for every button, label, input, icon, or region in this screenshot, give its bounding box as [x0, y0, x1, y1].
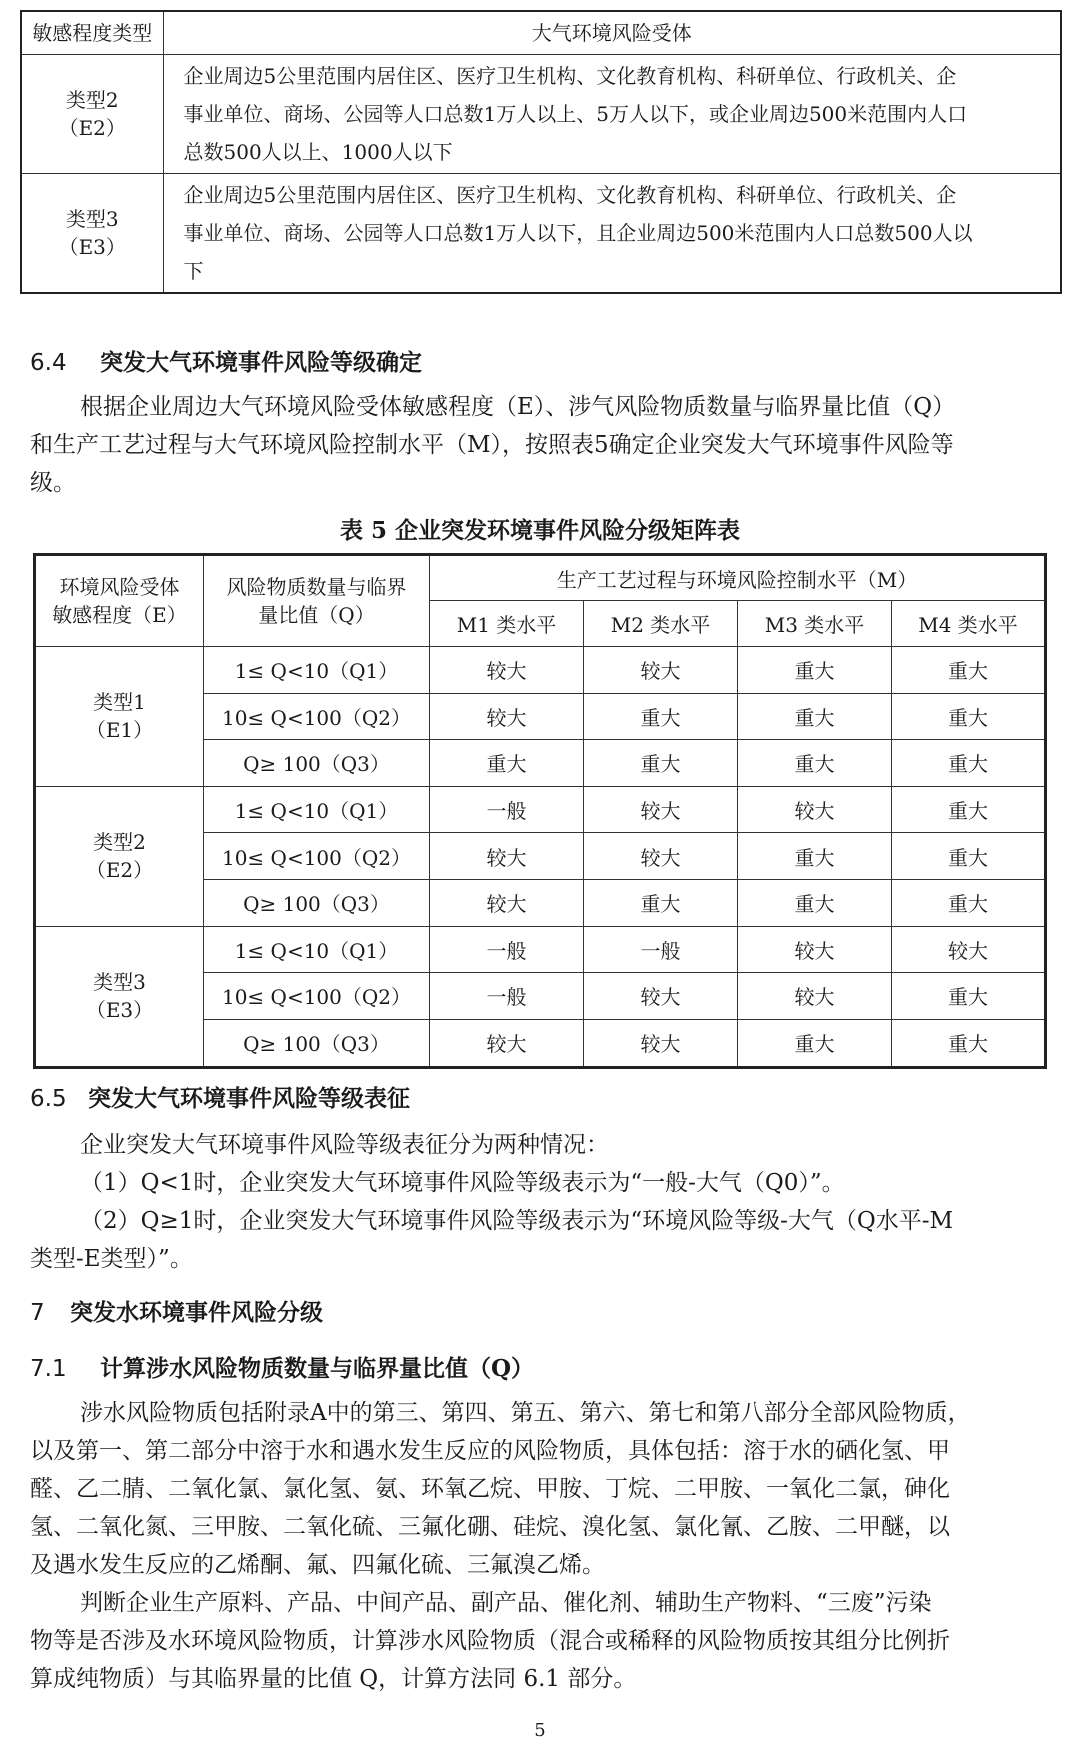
description-line: 事业单位、商场、公园等人口总数1万人以上、5万人以下，或企业周边500米范围内人口 [183, 102, 968, 126]
type-code: （E2） [58, 116, 126, 140]
risk-cell: 重大 [892, 1019, 1046, 1067]
q-cell: 1≤ Q<10（Q1） [204, 786, 430, 833]
risk-cell: 重大 [738, 833, 892, 880]
body-line: 算成纯物质）与其临界量的比值 Q，计算方法同 6.1 部分。 [30, 1666, 637, 1692]
risk-cell: 一般 [430, 786, 584, 833]
risk-cell: 重大 [892, 647, 1046, 694]
section-number: 7 [30, 1300, 45, 1326]
q-cell: 10≤ Q<100（Q2） [204, 693, 430, 740]
type-cell [21, 55, 163, 174]
header-sensitivity-type: 敏感程度类型 [21, 11, 163, 55]
risk-cell: 较大 [584, 1019, 738, 1067]
risk-cell: 较大 [584, 973, 738, 1020]
table-row [35, 786, 1046, 833]
risk-cell: 重大 [738, 740, 892, 787]
risk-cell: 重大 [738, 647, 892, 694]
risk-matrix-table [33, 553, 1047, 1069]
header-line: 风险物质数量与临界 [226, 575, 407, 599]
table-row [21, 174, 1061, 294]
risk-cell: 一般 [430, 973, 584, 1020]
page-number: 5 [534, 1720, 546, 1741]
risk-cell: 较大 [738, 973, 892, 1020]
body-line: 和生产工艺过程与大气环境风险控制水平（M），按照表5确定企业突发大气环境事件风险等 [30, 432, 954, 458]
risk-cell: 重大 [430, 740, 584, 787]
body-line: 根据企业周边大气环境风险受体敏感程度（E）、涉气风险物质数量与临界量比值（Q） [80, 394, 956, 420]
header-line: 敏感程度（E） [52, 603, 187, 627]
body-line: 及遇水发生反应的乙烯酮、氟、四氟化硫、三氟溴乙烯。 [30, 1552, 605, 1578]
body-line: （2）Q≥1时，企业突发大气环境事件风险等级表示为“环境风险等级-大气（Q水平-M [80, 1208, 954, 1234]
risk-cell: 较大 [738, 926, 892, 973]
section-number: 6.5 [30, 1086, 67, 1112]
section-6-4-heading [30, 344, 422, 377]
section-6-4-body [30, 388, 1052, 502]
header-air-receptor: 大气环境风险受体 [163, 11, 1061, 55]
q-cell: Q≥ 100（Q3） [204, 1019, 430, 1067]
type-code: （E1） [85, 718, 154, 743]
description-line: 事业单位、商场、公园等人口总数1万人以下，且企业周边500米范围内人口总数500人以 [183, 221, 973, 245]
body-line: 企业突发大气环境事件风险等级表征分为两种情况： [80, 1132, 609, 1158]
table-row [35, 647, 1046, 694]
section-6-5-heading [30, 1080, 410, 1113]
risk-cell: 较大 [430, 879, 584, 926]
risk-cell: 重大 [892, 693, 1046, 740]
q-cell: 1≤ Q<10（Q1） [204, 926, 430, 973]
q-cell: Q≥ 100（Q3） [204, 740, 430, 787]
header-q-ratio [204, 555, 430, 647]
table-row [35, 926, 1046, 973]
risk-cell: 较大 [584, 786, 738, 833]
type-code: （E3） [85, 998, 154, 1023]
section-number: 7.1 [30, 1356, 67, 1382]
description-line: 总数500人以上、1000人以下 [183, 140, 453, 164]
risk-cell: 较大 [430, 647, 584, 694]
body-line: 物等是否涉及水环境风险物质，计算涉水风险物质（混合或稀释的风险物质按其组分比例折 [30, 1628, 950, 1654]
section-title: 突发大气环境事件风险等级确定 [100, 349, 422, 376]
header-line: 量比值（Q） [258, 603, 375, 627]
type-name: 类型2 [93, 830, 146, 855]
section-7-heading [30, 1294, 323, 1327]
risk-cell: 重大 [738, 879, 892, 926]
q-cell: 10≤ Q<100（Q2） [204, 833, 430, 880]
section-6-5-body [30, 1126, 1052, 1278]
type-name: 类型3 [93, 970, 146, 995]
header-m3: M3 类水平 [738, 601, 892, 647]
type-name: 类型1 [93, 690, 146, 715]
type-cell [21, 174, 163, 294]
body-line: 类型-E类型）”。 [30, 1246, 193, 1272]
description-line: 企业周边5公里范围内居住区、医疗卫生机构、文化教育机构、科研单位、行政机关、企 [183, 183, 957, 207]
section-7-1-body [30, 1394, 1052, 1698]
header-m2: M2 类水平 [584, 601, 738, 647]
risk-cell: 重大 [892, 740, 1046, 787]
risk-cell: 一般 [430, 926, 584, 973]
header-m4: M4 类水平 [892, 601, 1046, 647]
description-cell [163, 55, 1061, 174]
type-cell [35, 786, 204, 926]
type-name: 类型3 [65, 207, 119, 231]
q-cell: 1≤ Q<10（Q1） [204, 647, 430, 694]
section-title: 突发大气环境事件风险等级表征 [88, 1085, 410, 1112]
section-title: 突发水环境事件风险分级 [70, 1299, 323, 1326]
header-sensitivity [35, 555, 204, 647]
risk-cell: 重大 [892, 786, 1046, 833]
section-7-1-heading [30, 1350, 534, 1383]
body-line: 以及第一、第二部分中溶于水和遇水发生反应的风险物质，具体包括：溶于水的硒化氢、甲 [30, 1438, 950, 1464]
risk-cell: 重大 [892, 879, 1046, 926]
receptor-sensitivity-table [20, 10, 1062, 294]
description-line: 企业周边5公里范围内居住区、医疗卫生机构、文化教育机构、科研单位、行政机关、企 [183, 64, 957, 88]
description-line: 下 [183, 259, 204, 283]
table-header-row [21, 11, 1061, 55]
risk-cell: 重大 [584, 693, 738, 740]
type-name: 类型2 [65, 88, 119, 112]
risk-cell: 重大 [584, 740, 738, 787]
type-cell [35, 926, 204, 1067]
risk-cell: 较大 [430, 1019, 584, 1067]
body-line: 涉水风险物质包括附录A中的第三、第四、第五、第六、第七和第八部分全部风险物质， [80, 1400, 971, 1426]
type-cell [35, 647, 204, 787]
q-cell: Q≥ 100（Q3） [204, 879, 430, 926]
table-caption: 表 5 企业突发环境事件风险分级矩阵表 [339, 517, 741, 544]
header-line: 环境风险受体 [59, 575, 180, 599]
risk-cell: 较大 [892, 926, 1046, 973]
risk-cell: 一般 [584, 926, 738, 973]
body-line: 级。 [30, 470, 76, 496]
risk-cell: 重大 [892, 973, 1046, 1020]
body-line: 醛、乙二腈、二氧化氯、氯化氢、氨、环氧乙烷、甲胺、丁烷、二甲胺、一氧化二氯，砷化 [30, 1476, 950, 1502]
type-code: （E2） [85, 858, 154, 883]
risk-cell: 重大 [892, 833, 1046, 880]
risk-cell: 重大 [738, 693, 892, 740]
risk-cell: 重大 [584, 879, 738, 926]
table-header-row [35, 555, 1046, 601]
table-row [21, 55, 1061, 174]
risk-cell: 较大 [430, 833, 584, 880]
description-cell [163, 174, 1061, 294]
risk-cell: 重大 [738, 1019, 892, 1067]
risk-cell: 较大 [738, 786, 892, 833]
section-title: 计算涉水风险物质数量与临界量比值（Q） [100, 1355, 535, 1382]
body-line: 判断企业生产原料、产品、中间产品、副产品、催化剂、辅助生产物料、“三废”污染 [80, 1590, 932, 1616]
risk-cell: 较大 [584, 647, 738, 694]
body-line: （1）Q<1时，企业突发大气环境事件风险等级表示为“一般-大气（Q0）”。 [80, 1170, 845, 1196]
body-line: 氢、二氧化氮、三甲胺、二氧化硫、三氟化硼、硅烷、溴化氢、氯化氰、乙胺、二甲醚，以 [30, 1514, 950, 1540]
q-cell: 10≤ Q<100（Q2） [204, 973, 430, 1020]
header-control-level: 生产工艺过程与环境风险控制水平（M） [430, 555, 1046, 601]
risk-cell: 较大 [584, 833, 738, 880]
risk-cell: 较大 [430, 693, 584, 740]
section-number: 6.4 [30, 350, 67, 376]
type-code: （E3） [58, 235, 126, 259]
header-m1: M1 类水平 [430, 601, 584, 647]
